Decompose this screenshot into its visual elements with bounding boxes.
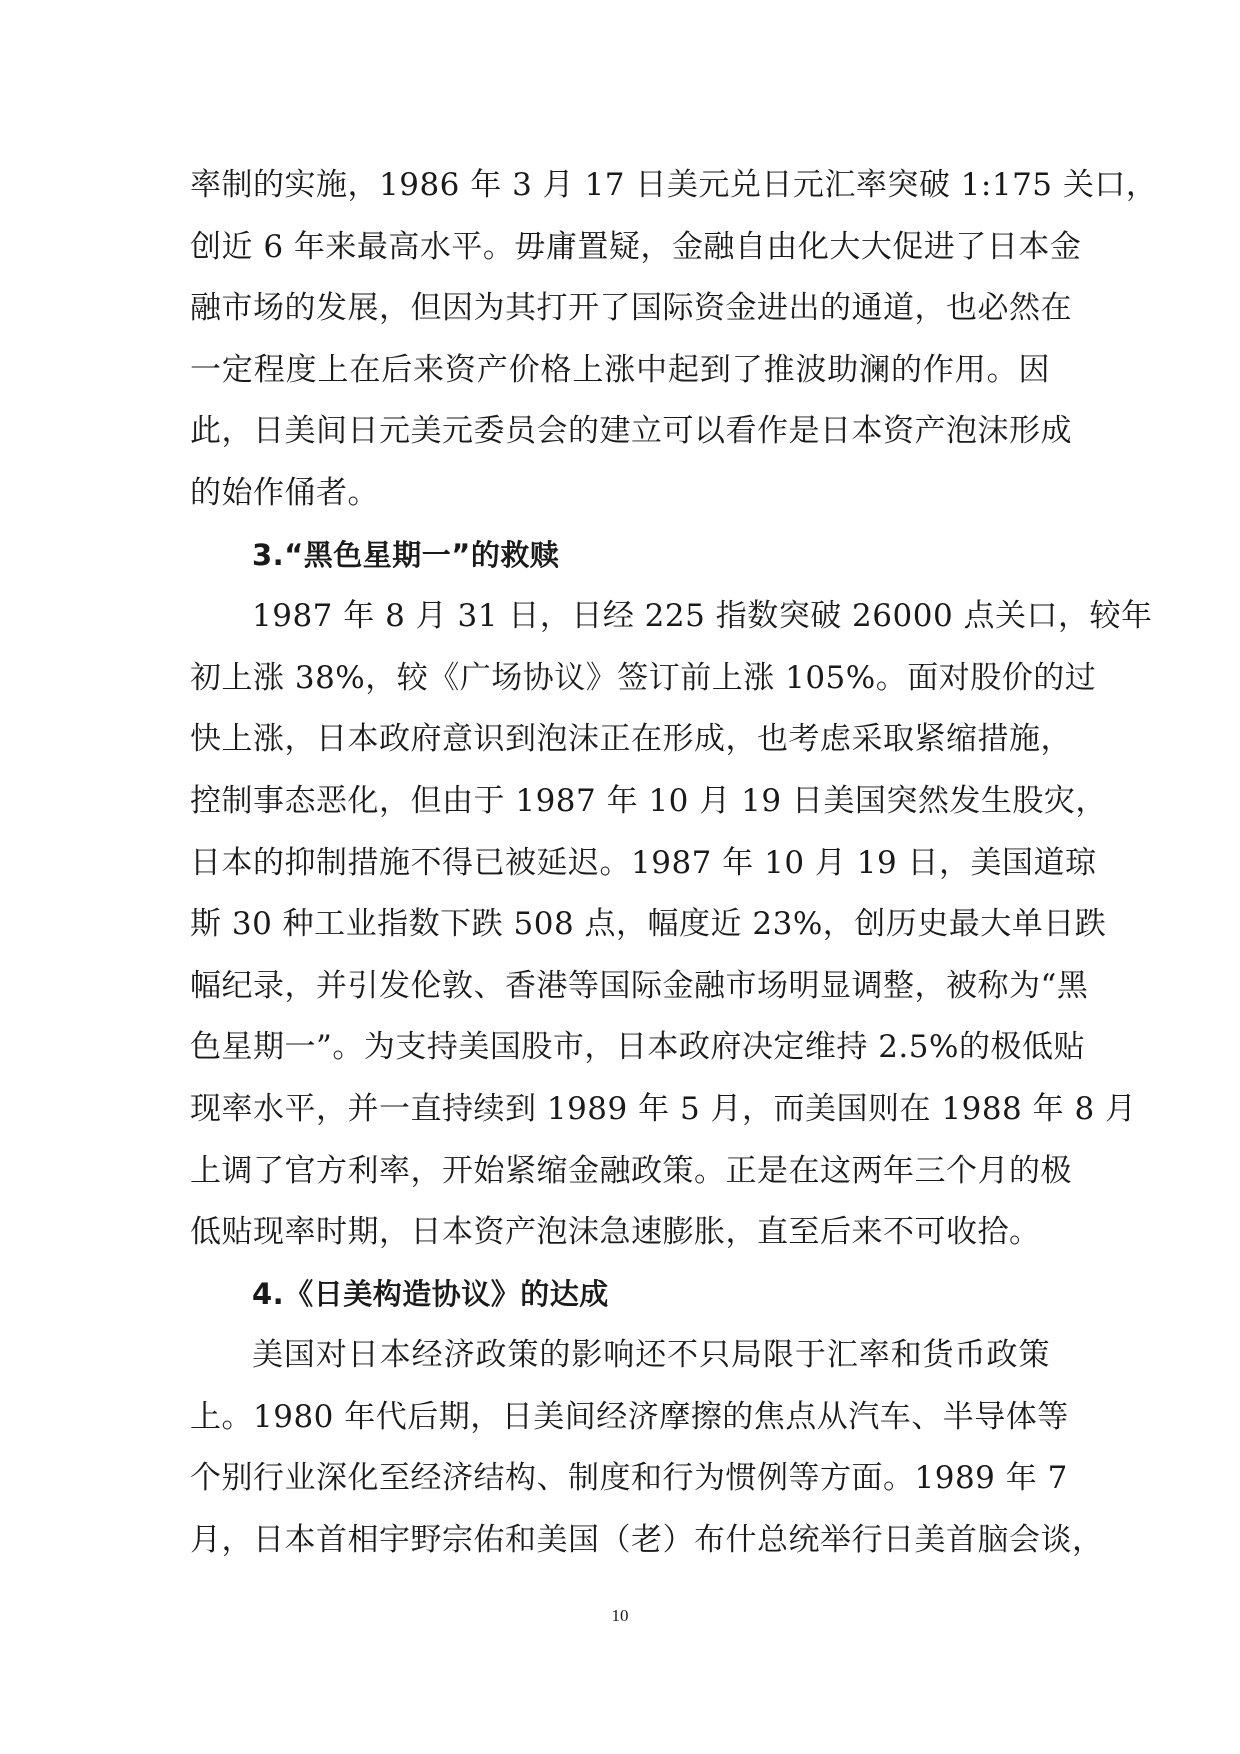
text-line: 色星期一”。为支持美国股市，日本政府决定维持 2.5%的极低贴 xyxy=(190,1029,1085,1066)
text-line: 融市场的发展，但因为其打开了国际资金进出的通道，也必然在 xyxy=(190,290,1072,327)
text-line: 现率水平，并一直持续到 1989 年 5 月，而美国则在 1988 年 8 月 xyxy=(190,1090,1137,1127)
section-3-paragraph xyxy=(190,586,1153,1264)
text-line: 一定程度上在后来资产价格上涨中起到了推波助澜的作用。因 xyxy=(190,351,1050,388)
text-line: 斯 30 种工业指数下跌 508 点，幅度近 23%，创历史最大单日跌 xyxy=(190,906,1107,943)
text-line: 初上涨 38%，较《广场协议》签订前上涨 105%。面对股价的过 xyxy=(190,659,1097,696)
page-number: 10 xyxy=(611,1606,629,1625)
paragraph-1 xyxy=(190,155,1158,525)
text-line: 率制的实施，1986 年 3 月 17 日美元兑日元汇率突破 1:175 关口， xyxy=(190,167,1158,203)
text-line: 上。1980 年代后期，日美间经济摩擦的焦点从汽车、半导体等 xyxy=(190,1398,1069,1435)
text-line: 低贴现率时期，日本资产泡沫急速膨胀，直至后来不可收拾。 xyxy=(190,1214,1041,1251)
document-body xyxy=(190,155,1158,1572)
text-line: 此，日美间日元美元委员会的建立可以看作是日本资产泡沫形成 xyxy=(190,413,1072,450)
text-line: 个别行业深化至经济结构、制度和行为惯例等方面。1989 年 7 xyxy=(190,1460,1068,1497)
section-3-heading: 3.“黑色星期一”的救赎 xyxy=(252,537,560,572)
text-line: 美国对日本经济政策的影响还不只局限于汇率和货币政策 xyxy=(252,1337,1050,1374)
text-line: 上调了官方利率，开始紧缩金融政策。正是在这两年三个月的极 xyxy=(190,1152,1072,1189)
text-line: 快上涨，日本政府意识到泡沫正在形成，也考虑采取紧缩措施， xyxy=(190,721,1072,758)
text-line: 幅纪录，并引发伦敦、香港等国际金融市场明显调整，被称为“黑 xyxy=(190,967,1089,1004)
text-line: 月，日本首相宇野宗佑和美国（老）布什总统举行日美首脑会谈， xyxy=(190,1522,1104,1559)
text-line: 控制事态恶化，但由于 1987 年 10 月 19 日美国突然发生股灾， xyxy=(190,782,1107,819)
section-4-heading: 4.《日美构造协议》的达成 xyxy=(252,1276,609,1311)
text-line: 创近 6 年来最高水平。毋庸置疑，金融自由化大大促进了日本金 xyxy=(190,228,1082,265)
section-4-paragraph xyxy=(190,1325,1104,1571)
text-line: 的始作俑者。 xyxy=(190,474,379,511)
text-line: 1987 年 8 月 31 日，日经 225 指数突破 26000 点关口，较年 xyxy=(252,598,1153,635)
text-line: 日本的抑制措施不得已被延迟。1987 年 10 月 19 日，美国道琼 xyxy=(190,844,1097,881)
